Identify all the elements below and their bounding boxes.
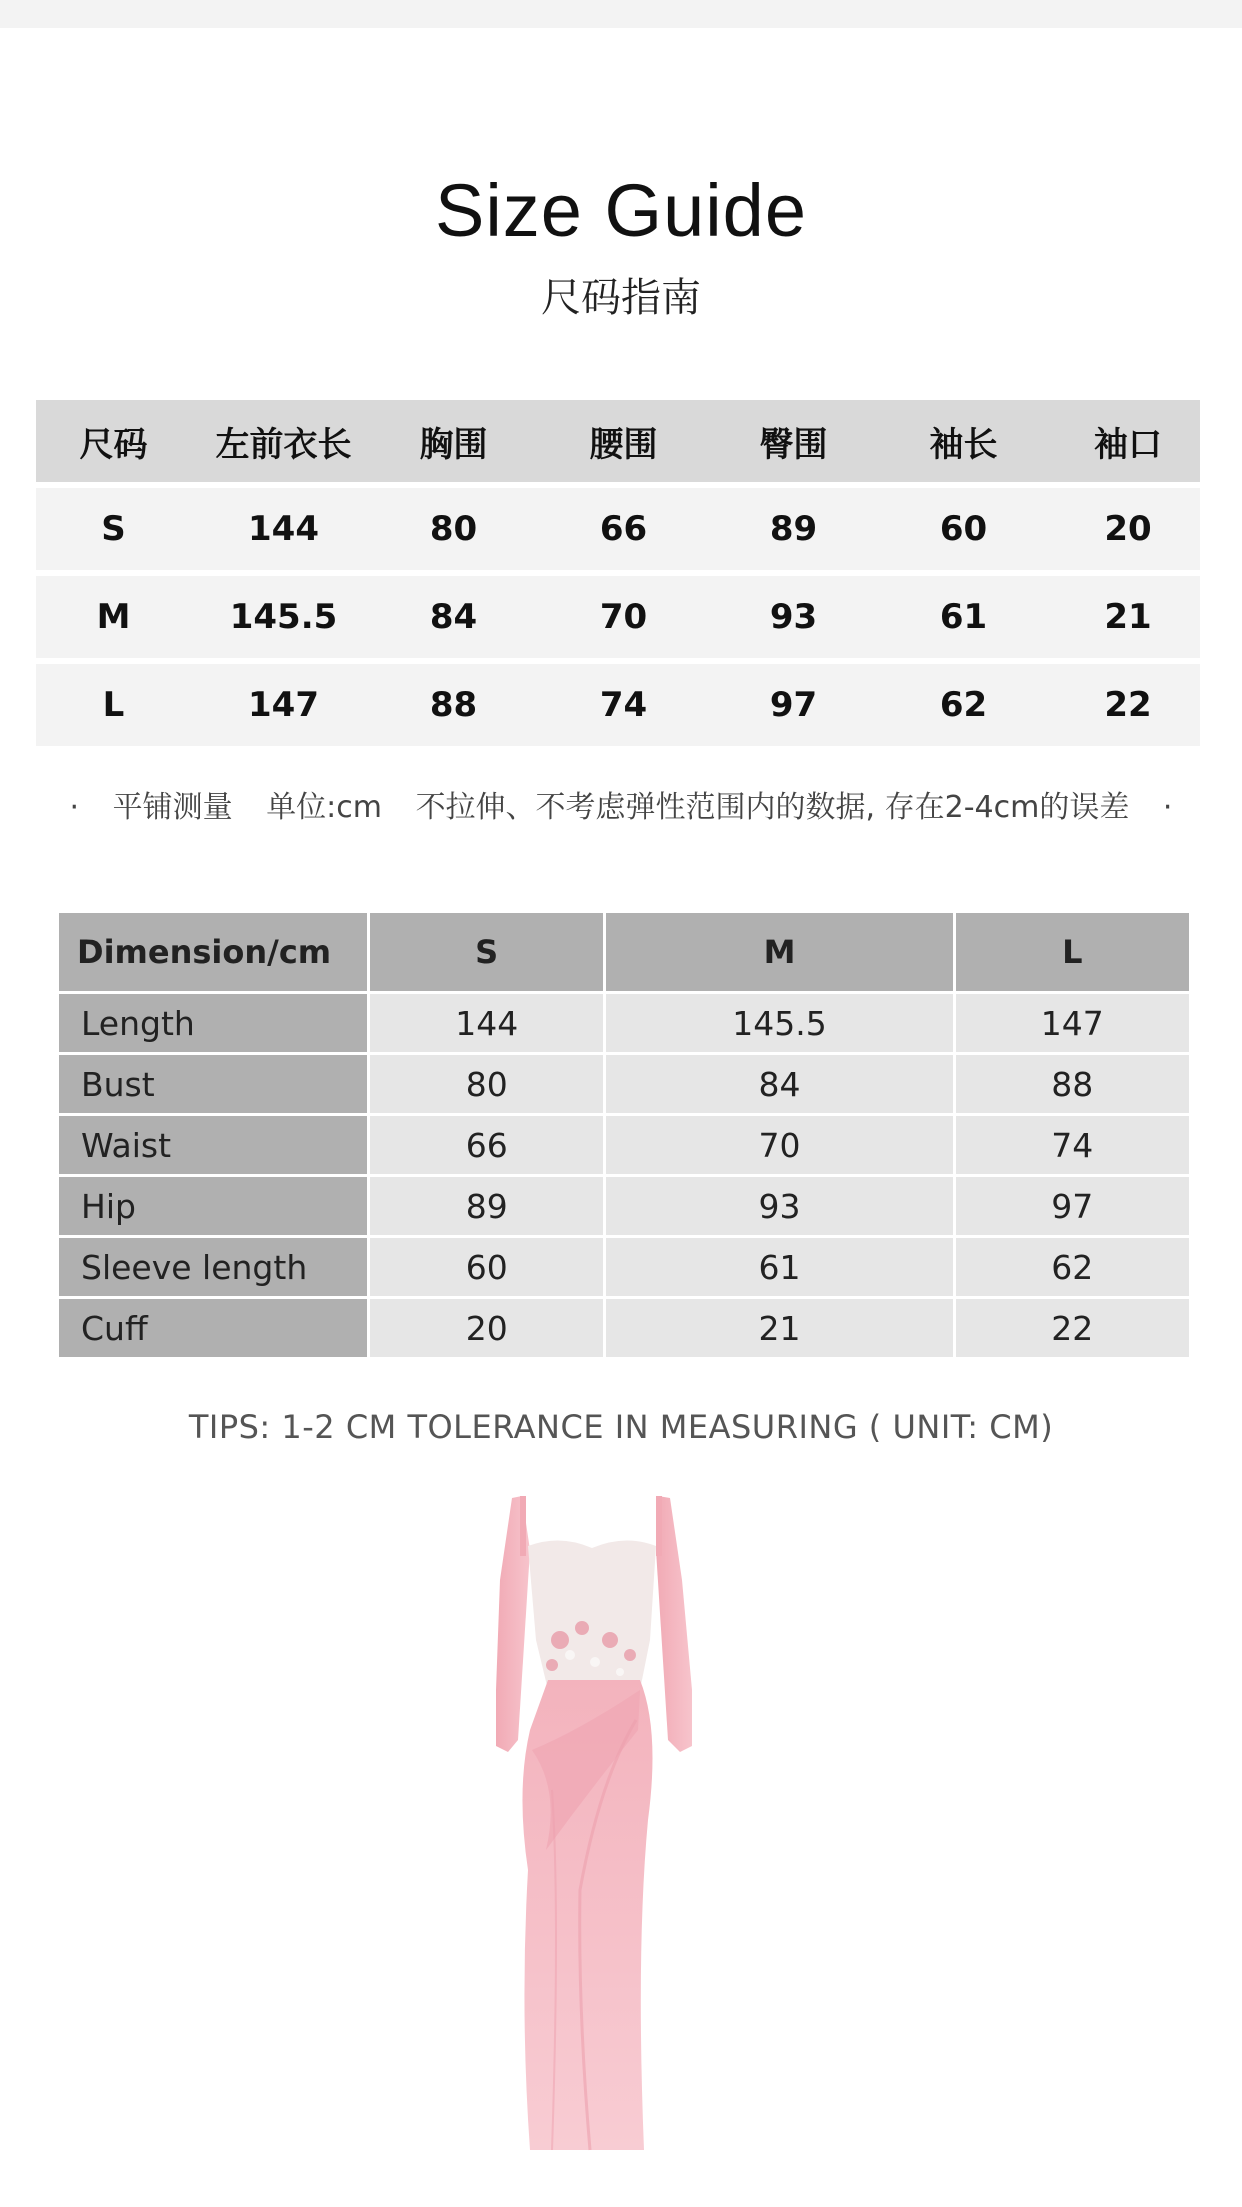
en-row-label: Sleeve length: [58, 1237, 369, 1298]
note-bullet: ·: [1162, 790, 1173, 825]
en-cell: 70: [605, 1115, 954, 1176]
en-cell: 62: [954, 1237, 1190, 1298]
en-table-row: [58, 993, 1191, 1054]
en-row-label: Bust: [58, 1054, 369, 1115]
cn-cell: 80: [429, 509, 478, 549]
en-cell: 61: [605, 1237, 954, 1298]
en-cell: 93: [605, 1176, 954, 1237]
cn-cell: 144: [248, 509, 319, 549]
tolerance-tips: TIPS: 1-2 CM TOLERANCE IN MEASURING ( UNIT: CM): [188, 1408, 1054, 1446]
en-table-row: [58, 1176, 1191, 1237]
cn-cell: 147: [248, 685, 319, 725]
note-bullet: ·: [69, 790, 80, 825]
en-cell: 74: [954, 1115, 1190, 1176]
cn-cell: 88: [429, 685, 478, 725]
cn-cell: M: [96, 597, 131, 637]
cn-table-row: [36, 488, 1200, 570]
cn-cell: 97: [769, 685, 818, 725]
en-cell: 97: [954, 1176, 1190, 1237]
cn-cell: 70: [599, 597, 648, 637]
cn-cell: 66: [599, 509, 648, 549]
en-row-label: Waist: [58, 1115, 369, 1176]
cn-cell: 62: [939, 685, 988, 725]
en-table-row: [58, 1115, 1191, 1176]
cn-header-cell: 尺码: [79, 424, 148, 465]
en-cell: 84: [605, 1054, 954, 1115]
en-cell: 21: [605, 1298, 954, 1359]
note-method: 平铺测量: [112, 790, 233, 825]
en-table-header: [58, 912, 1191, 993]
en-header-cell: S: [369, 912, 605, 993]
dress-product-image: [460, 1490, 760, 2170]
cn-cell: 93: [769, 597, 818, 637]
en-table-row: [58, 1054, 1191, 1115]
en-cell: 80: [369, 1054, 605, 1115]
en-cell: 66: [369, 1115, 605, 1176]
en-table-row: [58, 1237, 1191, 1298]
cn-table-row: [36, 664, 1200, 746]
cn-cell: L: [102, 685, 125, 725]
en-cell: 20: [369, 1298, 605, 1359]
cn-cell: 145.5: [229, 597, 338, 637]
en-cell: 147: [954, 993, 1190, 1054]
en-row-label: Length: [58, 993, 369, 1054]
en-header-cell: M: [605, 912, 954, 993]
note-disclaimer: 不拉伸、不考虑弹性范围内的数据, 存在2-4cm的误差: [415, 790, 1130, 825]
en-cell: 89: [369, 1176, 605, 1237]
page-subtitle: 尺码指南: [541, 275, 701, 321]
cn-cell: 21: [1104, 597, 1152, 637]
en-table-row: [58, 1298, 1191, 1359]
measurement-note: [0, 782, 1242, 826]
top-bar: [0, 0, 1242, 28]
cn-header-cell: 袖口: [1094, 424, 1162, 465]
cn-header-cell: 左前衣长: [215, 424, 352, 465]
cn-size-table: [36, 400, 1200, 752]
cn-cell: 74: [599, 685, 648, 725]
page-title: Size Guide: [435, 169, 807, 252]
cn-cell: 89: [769, 509, 818, 549]
en-cell: 22: [954, 1298, 1190, 1359]
cn-table-row: [36, 576, 1200, 658]
en-header-cell: L: [954, 912, 1190, 993]
en-size-table: [56, 910, 1192, 1360]
cn-cell: 20: [1104, 509, 1152, 549]
cn-header-cell: 臀围: [759, 424, 828, 465]
cn-header-cell: 腰围: [589, 424, 658, 465]
cn-table-header: [36, 400, 1200, 482]
cn-cell: 84: [429, 597, 478, 637]
note-unit: 单位:cm: [266, 790, 383, 825]
en-cell: 145.5: [605, 993, 954, 1054]
cn-header-cell: 胸围: [419, 424, 488, 465]
cn-cell: S: [101, 509, 126, 549]
cn-cell: 61: [939, 597, 988, 637]
cn-cell: 22: [1104, 685, 1152, 725]
en-header-cell: Dimension/cm: [58, 912, 369, 993]
en-row-label: Cuff: [58, 1298, 369, 1359]
en-row-label: Hip: [58, 1176, 369, 1237]
cn-cell: 60: [939, 509, 988, 549]
en-cell: 144: [369, 993, 605, 1054]
en-cell: 88: [954, 1054, 1190, 1115]
en-cell: 60: [369, 1237, 605, 1298]
cn-header-cell: 袖长: [929, 424, 998, 465]
